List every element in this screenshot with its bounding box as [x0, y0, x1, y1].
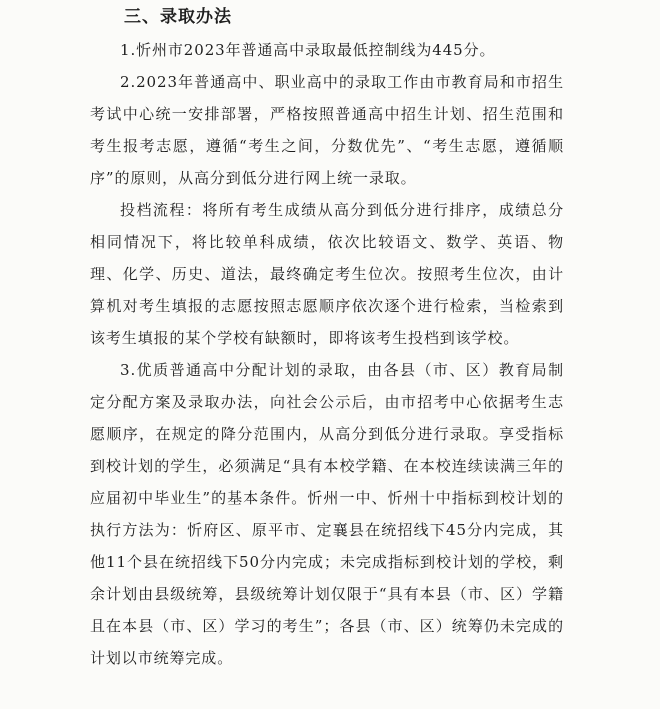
paragraph-filing-process: 投档流程：将所有考生成绩从高分到低分进行排序，成绩总分相同情况下，将比较单科成绩，依次比较语文、数学、英语、物理、化学、历史、道法，最终确定考生位次。按照考生位次，由计算机对考生填报的志愿按照志愿顺序依次逐个进行检索，当检索到该考生填报的某个学校有缺额时，即将该考生投档到该学校。 — [90, 201, 564, 347]
paragraph-min-score: 1.忻州市2023年普通高中录取最低控制线为445分。 — [120, 41, 496, 59]
paragraph-admission-work: 2.2023年普通高中、职业高中的录取工作由市教育局和市招生考试中心统一安排部署，严格按照普通高中招生计划、招生范围和考生报考志愿，遵循“考生之间，分数优先”、“考生志愿，遵循顺序”的原则，从高分到低分进行网上统一录取。 — [90, 73, 564, 187]
section-heading: 三、录取办法 — [124, 7, 232, 27]
paragraph-allocation-plan: 3.优质普通高中分配计划的录取，由各县（市、区）教育局制定分配方案及录取办法，向社会公示后，由市招考中心依据考生志愿顺序，在规定的降分范围内，从高分到低分进行录取。享受指标到校计划的学生，必须满足“具有本校学籍、在本校连续读满三年的应届初中毕业生”的基本条件。忻州一中、忻州十中指标到校计划的执行方法为：忻府区、原平市、定襄县在统招线下45分内完成，其他11个县在统招线下50分内完成；未完成指标到校计划的学校，剩余计划由县级统筹，县级统筹计划仅限于“具有本县（市、区）学籍且在本县（市、区）学习的考生”；各县（市、区）统筹仍未完成的计划以市统筹完成。 — [90, 361, 564, 667]
